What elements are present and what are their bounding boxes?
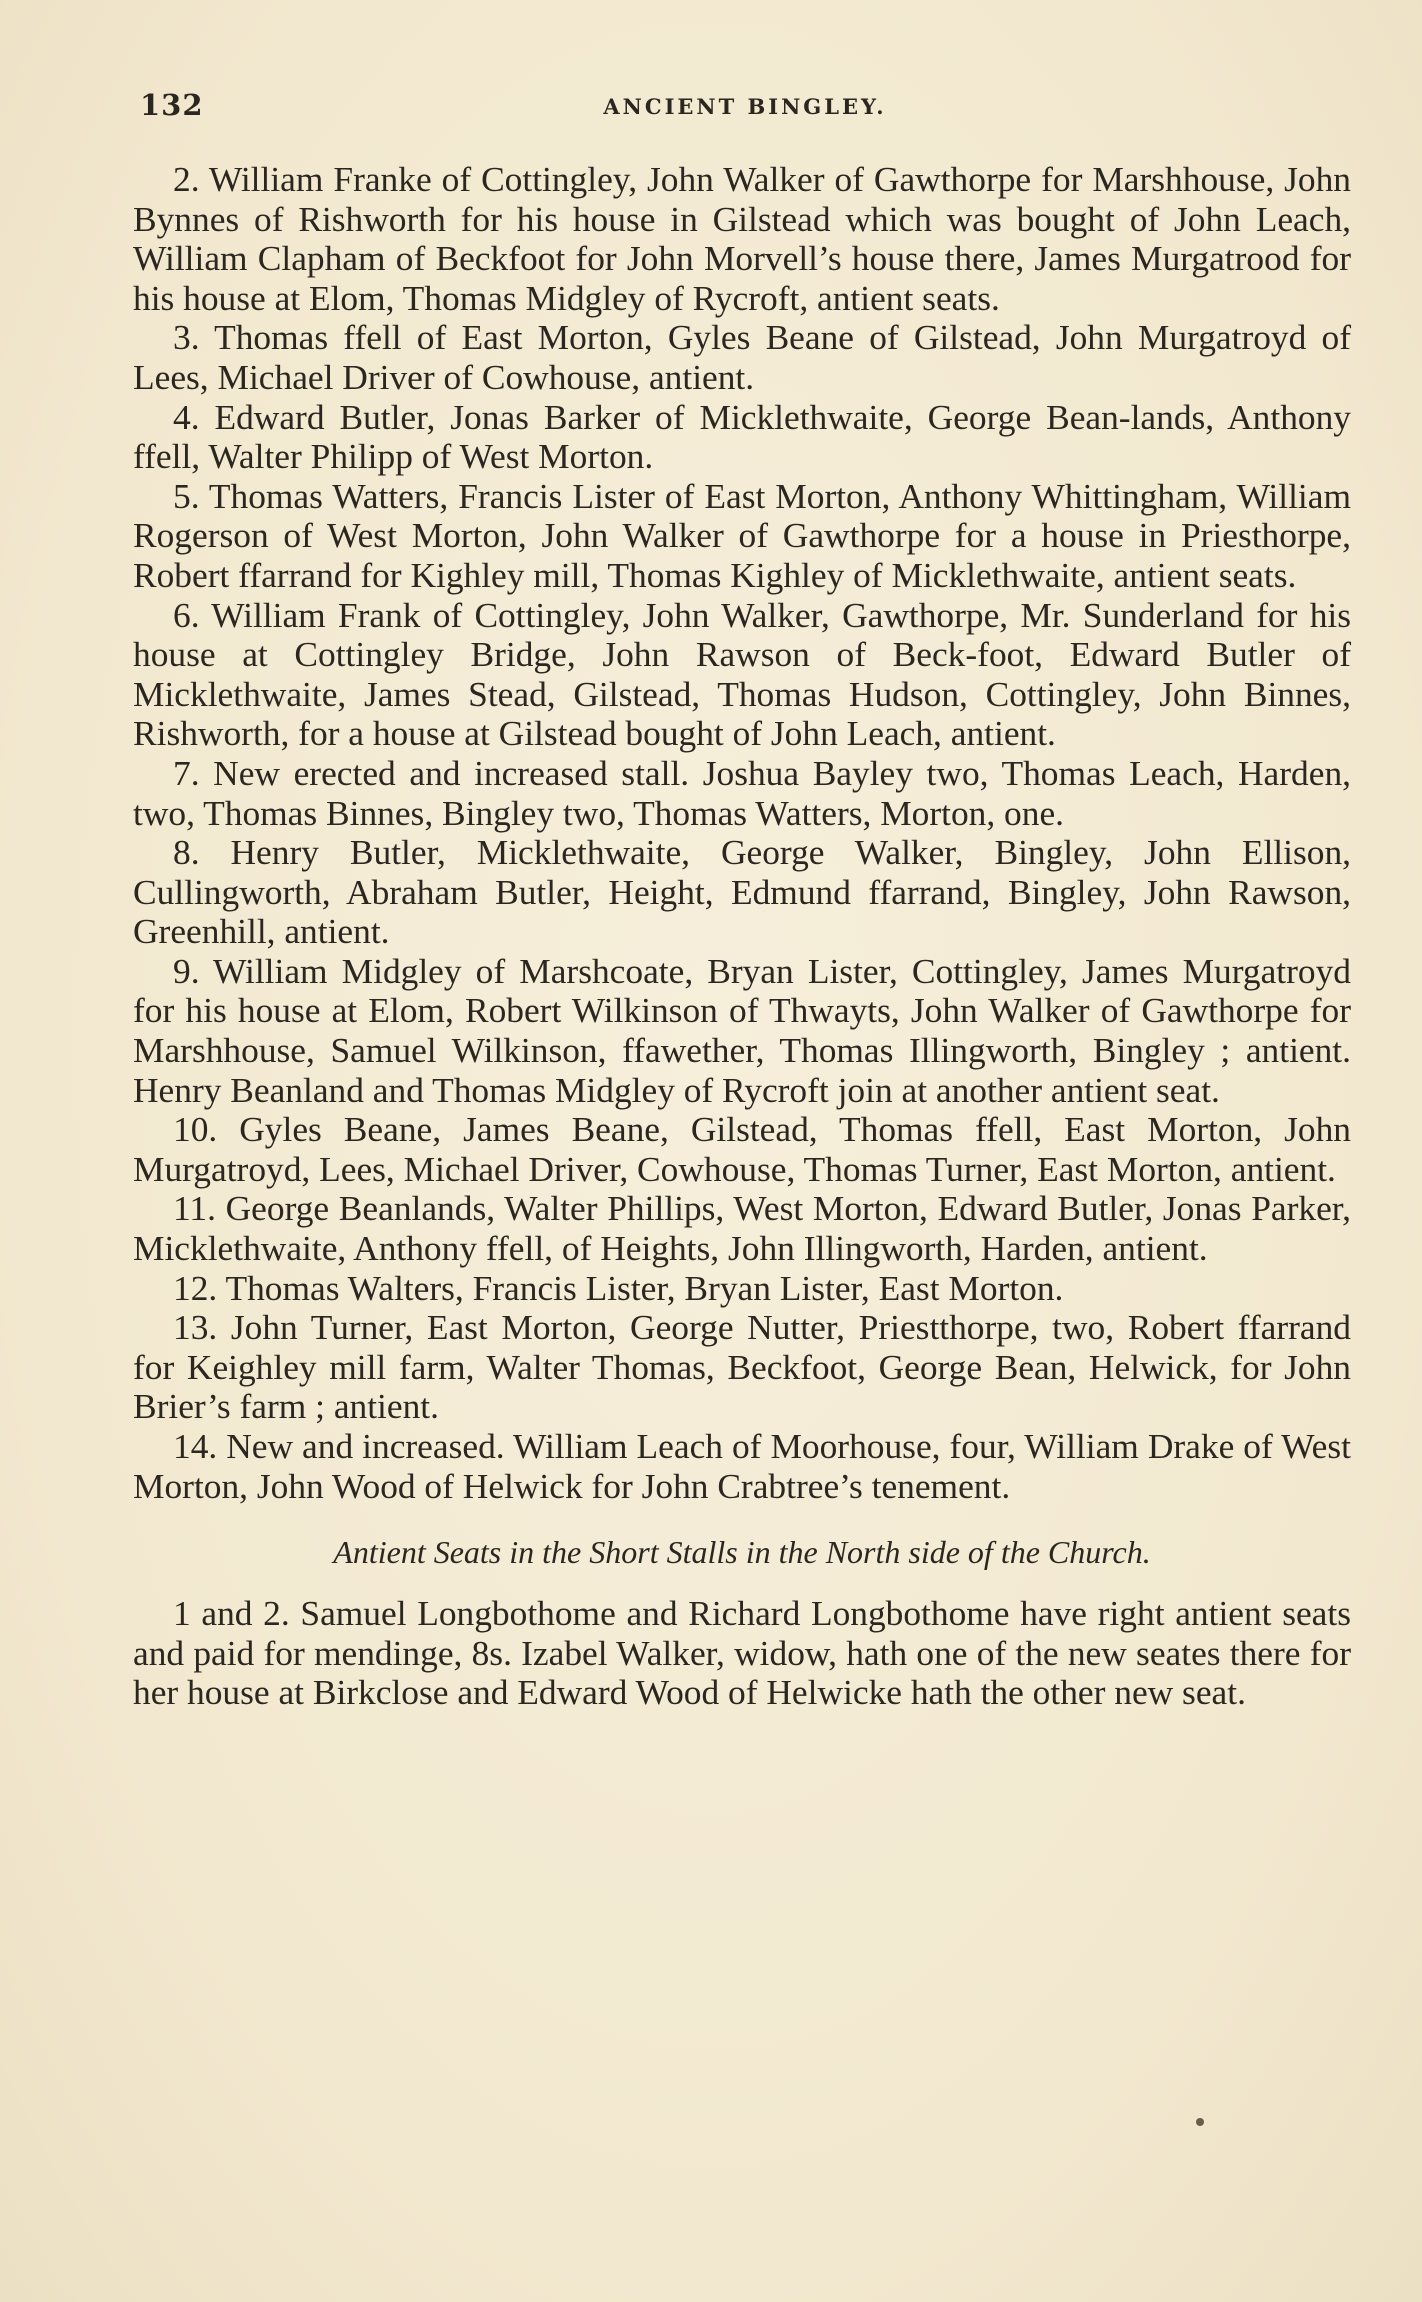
paragraph-item-10: 10. Gyles Beane, James Beane, Gilstead, Thomas ffell, East Morton, John Murgatroyd, Lees, Michael Driver, Cowhouse, Thomas Turner, East Morton, antient. [133, 1109, 1351, 1189]
paragraph-item-12: 12. Thomas Walters, Francis Lister, Bryan Lister, East Morton. [173, 1267, 1064, 1308]
paragraph-item-9: 9. William Midgley of Marshcoate, Bryan Lister, Cottingley, James Murgatroyd for his house at Elom, Robert Wilkinson of Thwayts, John Walker of Gawthorpe for Marshhouse, Samuel Wilkinson, ffawether, Thomas Illingworth, Bingley ; antient. Henry Beanland and Thomas Midgley of Rycroft join at another antient seat. [133, 950, 1351, 1110]
paragraph-item-2: 2. William Franke of Cottingley, John Walker of Gawthorpe for Marshhouse, John Bynnes of Rishworth for his house in Gilstead which was bought of John Leach, William Clapham of Beckfoot for John Morvell’s house there, James Murgatrood for his house at Elom, Thomas Midgley of Rycroft, antient seats. [133, 159, 1351, 318]
running-title: ANCIENT BINGLEY. [603, 94, 887, 119]
paragraph-item-6: 6. William Frank of Cottingley, John Walker, Gawthorpe, Mr. Sunderland for his house at Cottingley Bridge, John Rawson of Beck-foot, Edward Butler of Micklethwaite, James Stead, Gilstead, Thomas Hudson, Cottingley, John Binnes, Rishworth, for a house at Gilstead bought of John Leach, antient. [133, 594, 1351, 754]
section-heading: Antient Seats in the Short Stalls in the North side of the Church. [333, 1534, 1151, 1571]
paragraph-item-4: 4. Edward Butler, Jonas Barker of Micklethwaite, George Bean-lands, Anthony ffell, Walter Philipp of West Morton. [133, 396, 1351, 477]
paragraph-item-14: 14. New and increased. William Leach of Moorhouse, four, William Drake of West Morton, John Wood of Helwick for John Crabtree’s tenement. [133, 1426, 1351, 1506]
paragraph-item-7: 7. New erected and increased stall. Joshua Bayley two, Thomas Leach, Harden, two, Thomas Binnes, Bingley two, Thomas Watters, Morton, one. [133, 752, 1351, 833]
paragraph-item-8: 8. Henry Butler, Micklethwaite, George Walker, Bingley, John Ellison, Cullingworth, Abraham Butler, Height, Edmund ffarrand, Bingley, John Rawson, Greenhill, antient. [133, 832, 1351, 952]
paragraph-item-5: 5. Thomas Watters, Francis Lister of East Morton, Anthony Whittingham, William Rogerson of West Morton, John Walker of Gawthorpe for a house in Priesthorpe, Robert ffarrand for Kighley mill, Thomas Kighley of Micklethwaite, antient seats. [133, 475, 1351, 595]
paragraph-item-13: 13. John Turner, East Morton, George Nutter, Priestthorpe, two, Robert ffarrand for Keighley mill farm, Walter Thomas, Beckfoot, George Bean, Helwick, for John Brier’s farm ; antient. [133, 1307, 1351, 1427]
final-paragraph: 1 and 2. Samuel Longbothome and Richard Longbothome have right antient seats and paid for mendinge, 8s. Izabel Walker, widow, hath one of the new seates there for her house at Birkclose and Edward Wood of Helwicke hath the other new seat. [133, 1593, 1351, 1713]
body-text [133, 160, 1351, 1713]
paragraph-item-3: 3. Thomas ffell of East Morton, Gyles Beane of Gilstead, John Murgatroyd of Lees, Michael Driver of Cowhouse, antient. [133, 317, 1351, 397]
page-header [140, 88, 1350, 128]
printer-ornament-dot [1196, 2118, 1204, 2126]
paragraph-item-11: 11. George Beanlands, Walter Phillips, West Morton, Edward Butler, Jonas Parker, Micklethwaite, Anthony ffell, of Heights, John Illingworth, Harden, antient. [133, 1188, 1351, 1269]
page-number: 132 [140, 88, 204, 122]
